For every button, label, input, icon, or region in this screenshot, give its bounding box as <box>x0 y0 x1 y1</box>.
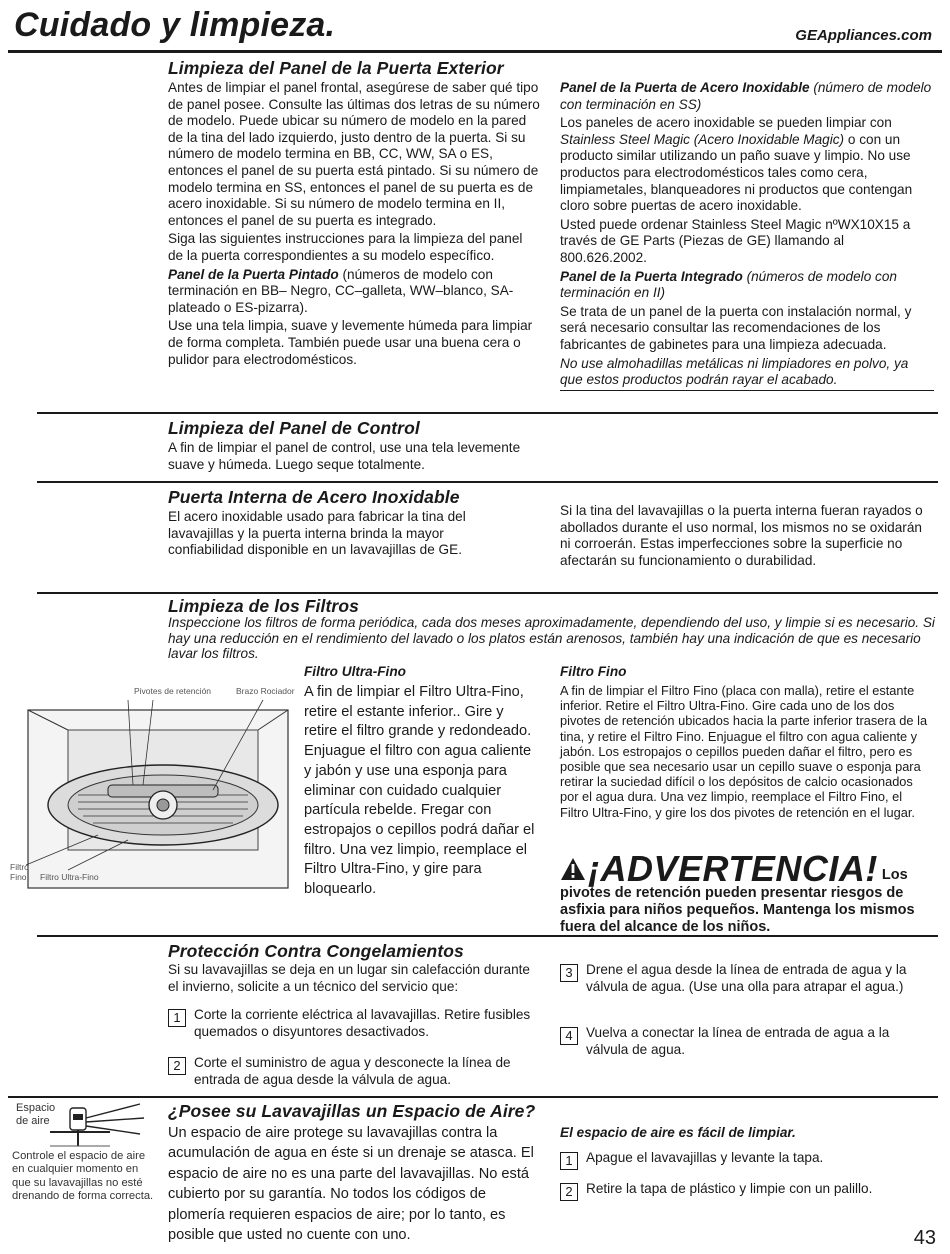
step-number: 2 <box>168 1057 186 1075</box>
air-gap-illustration <box>40 1100 150 1152</box>
painted-panel-title: Panel de la Puerta Pintado <box>168 266 339 282</box>
control-text: A fin de limpiar el panel de control, use una tela levemente suave y húmeda. Luego seque totalmente. <box>168 440 521 472</box>
step-number: 1 <box>168 1009 186 1027</box>
freeze-heading: Protección Contra Congelamientos <box>168 941 464 961</box>
ss-panel-text <box>560 115 934 215</box>
integrated-panel-heading <box>560 269 934 302</box>
exterior-p3: Use una tela limpia, suave y levemente húmeda para limpiar de forma completa. También puede usar una buena cera o pulidor para electrodomésticos. <box>168 318 533 367</box>
freeze-step-4 <box>560 1025 934 1058</box>
step-number: 3 <box>560 964 578 982</box>
warning-block <box>560 848 932 937</box>
section-divider <box>37 481 938 483</box>
fine-filter-title: Filtro Fino <box>560 664 627 679</box>
step-number: 2 <box>560 1183 578 1201</box>
section-divider <box>37 412 938 414</box>
step-text: Apague el lavavajillas y levante la tapa. <box>586 1150 824 1165</box>
fig-label-spray-arm: Brazo Rociador <box>236 686 295 696</box>
step-number: 1 <box>560 1152 578 1170</box>
freeze-intro: Si su lavavajillas se deja en un lugar sin calefacción durante el invierno, solicite a un técnico del servicio que: <box>168 962 530 994</box>
exterior-heading: Limpieza del Panel de la Puerta Exterior <box>168 58 504 78</box>
ultra-fine-title: Filtro Ultra-Fino <box>304 664 406 679</box>
fine-filter-text: A fin de limpiar el Filtro Fino (placa con malla), retire el estante inferior. Retire el Filtro Ultra-Fino. Gire cada uno de los dos pivotes de retención ubicados hacia la parte inferior trasera de la tina, y retire el Filtro Fino. Enjuague el filtro con agua caliente y jabón. Los estropajos o cepillos pueden dañar el filtro, pero es posible que sea necesario usar un cepillo suave o esponja para retirar la suciedad difícil o los depósitos de calcio ocasionados por el agua dura. Una vez limpio, reemplace el Filtro Fino, el Filtro Ultra-Fino, y gire los dos pivotes de retención en el lugar. <box>560 683 928 820</box>
section-divider <box>8 1096 938 1098</box>
freeze-step-3 <box>560 962 934 995</box>
air-gap-step-2 <box>560 1181 934 1201</box>
section-divider <box>37 592 938 594</box>
page-title: Cuidado y limpieza. <box>14 6 336 44</box>
air-gap-text: Un espacio de aire protege su lavavajillas contra la acumulación de agua en éste si un drenaje se atasca. El espacio de aire no es una parte del lavavajillas. No está cubierto por su garantía. No todos los códigos de plomería requieren espacios de aire; por lo tanto, es posible que usted no cuente con uno. <box>168 1125 534 1244</box>
website-label: GEAppliances.com <box>795 27 932 44</box>
integrated-panel-text: Se trata de un panel de la puerta con instalación normal, y será necesario consultar las recomendaciones de los fabricantes de gabinetes para una limpieza adecuada. <box>560 303 912 352</box>
ss-panel-subtitle: (número de modelo con terminación en SS) <box>560 80 932 112</box>
warning-text: Los pivotes de retención pueden presentar riesgos de asfixia para niños pequeños. Mantenga los mismos fuera del alcance de los niños. <box>560 867 915 936</box>
integrated-panel-subtitle: (números de modelo con terminación en II) <box>560 268 897 301</box>
exterior-left-column <box>168 80 540 370</box>
air-gap-fig-caption: Controle el espacio de aire en cualquier momento en que su lavavajillas no esté drenando de forma correcta. <box>12 1150 154 1202</box>
step-text: Vuelva a conectar la línea de entrada de agua a la válvula de agua. <box>586 1025 890 1057</box>
painted-panel-paragraph <box>168 267 540 317</box>
freeze-step-1 <box>168 1007 540 1040</box>
ss-panel-title: Panel de la Puerta de Acero Inoxidable <box>560 80 810 95</box>
painted-panel-text: (números de modelo con terminación en BB– Negro, CC–galleta, WW–blanco, SA-plateado o ES-pizarra). <box>168 266 514 315</box>
integrated-panel-title: Panel de la Puerta Integrado <box>560 268 743 284</box>
step-text: Drene el agua desde la línea de entrada de agua y la válvula de agua. (Use una olla para atrapar el agua.) <box>586 962 907 994</box>
warning-triangle-icon <box>560 857 586 881</box>
integrated-panel-note: No use almohadillas metálicas ni limpiadores en polvo, ya que estos productos podrán rayar el acabado. <box>560 356 934 391</box>
exterior-p1: Antes de limpiar el panel frontal, asegúrese de saber qué tipo de panel posee. Consulte las últimas dos letras de su número de modelo. Puede ubicar su número de modelo en la pared de la tina del lado izquierdo, justo dentro de la puerta. Si su número de modelo termina en BB, CC, WW, SA o ES, entonces el panel de su puerta está pintado. Si su número de modelo termina en SS, entonces el panel de su puerta es de acero inoxidable. Si su número de modelo termina en II, entonces el panel de su puerta es integrado. <box>168 80 540 228</box>
air-gap-easy-title: El espacio de aire es fácil de limpiar. <box>560 1125 796 1140</box>
inner-door-right-text: Si la tina del lavavajillas o la puerta interna fueran rayados o abollados durante el uso normal, los mismos no se oxidarán ni corroerán. Estas imperfecciones sobre la superficie no afectarán su funcionamiento o durabilidad. <box>560 503 923 568</box>
exterior-right-column <box>560 80 934 393</box>
ss-text-b: o con un producto similar utilizando un paño suave y limpio. No use productos para electrodomésticos tales como cera, limpiametales, blanqueadores ni productos que contengan cloro sobre puertas de acero inoxidable. <box>560 131 913 214</box>
fig-label-fine-filter: Filtro Fino <box>10 862 29 882</box>
ss-text-a: Los paneles de acero inoxidable se pueden limpiar con <box>560 115 892 131</box>
step-text: Corte el suministro de agua y desconecte la línea de entrada de agua desde la válvula de agua. <box>194 1055 511 1087</box>
step-text: Corte la corriente eléctrica al lavavajillas. Retire fusibles quemados o disyuntores desactivados. <box>194 1007 531 1039</box>
header-divider <box>8 50 942 53</box>
ss-product-name: Stainless Steel Magic (Acero Inoxidable Magic) <box>560 131 845 147</box>
filters-heading: Limpieza de los Filtros <box>168 596 359 616</box>
freeze-step-2 <box>168 1055 540 1088</box>
order-text: Usted puede ordenar Stainless Steel Magic nºWX10X15 a través de GE Parts (Piezas de GE) llamando al 800.626.2002. <box>560 216 911 265</box>
ultra-fine-text: A fin de limpiar el Filtro Ultra-Fino, retire el estante inferior.. Gire y retire el filtro grande y redondeado. Enjuague el filtro con agua caliente y jabón y use una esponja para eliminar con cuidado cualquier partícula rebelde. Fregar con estropajos o cepillos podrá dañar el filtro. Una vez limpio, reemplace el Filtro Ultra-Fino, y gire para bloquearlo. <box>304 684 535 898</box>
air-gap-heading: ¿Posee su Lavavajillas un Espacio de Aire? <box>168 1101 536 1121</box>
inner-door-left-text: El acero inoxidable usado para fabricar la tina del lavavajillas y la puerta interna brinda la mayor confiabilidad disponible en un lavavajillas de GE. <box>168 509 466 558</box>
exterior-p2: Siga las siguientes instrucciones para la limpieza del panel de la puerta correspondientes a su modelo específico. <box>168 231 523 263</box>
filters-intro: Inspeccione los filtros de forma periódica, cada dos meses aproximadamente, dependiendo del uso, y limpie si es necesario. Si hay una reducción en el rendimiento del lavado o los platos están arenosos, también hay una indicación de que es necesario lavar los filtros. <box>168 615 935 662</box>
warning-word: ¡ADVERTENCIA! <box>588 848 878 889</box>
step-number: 4 <box>560 1027 578 1045</box>
ss-panel-heading <box>560 80 934 113</box>
air-gap-step-1 <box>560 1150 934 1170</box>
section-divider <box>37 935 938 937</box>
inner-door-heading: Puerta Interna de Acero Inoxidable <box>168 487 460 507</box>
control-heading: Limpieza del Panel de Control <box>168 418 420 438</box>
page-number: 43 <box>913 1227 936 1249</box>
fig-label-pivots: Pivotes de retención <box>134 686 212 696</box>
filter-illustration <box>8 690 298 890</box>
air-gap-fig-label: Espacio de aire <box>16 1102 56 1127</box>
step-text: Retire la tapa de plástico y limpie con un palillo. <box>586 1181 873 1196</box>
fig-label-ultra-fine-filter: Filtro Ultra-Fino <box>40 872 99 882</box>
